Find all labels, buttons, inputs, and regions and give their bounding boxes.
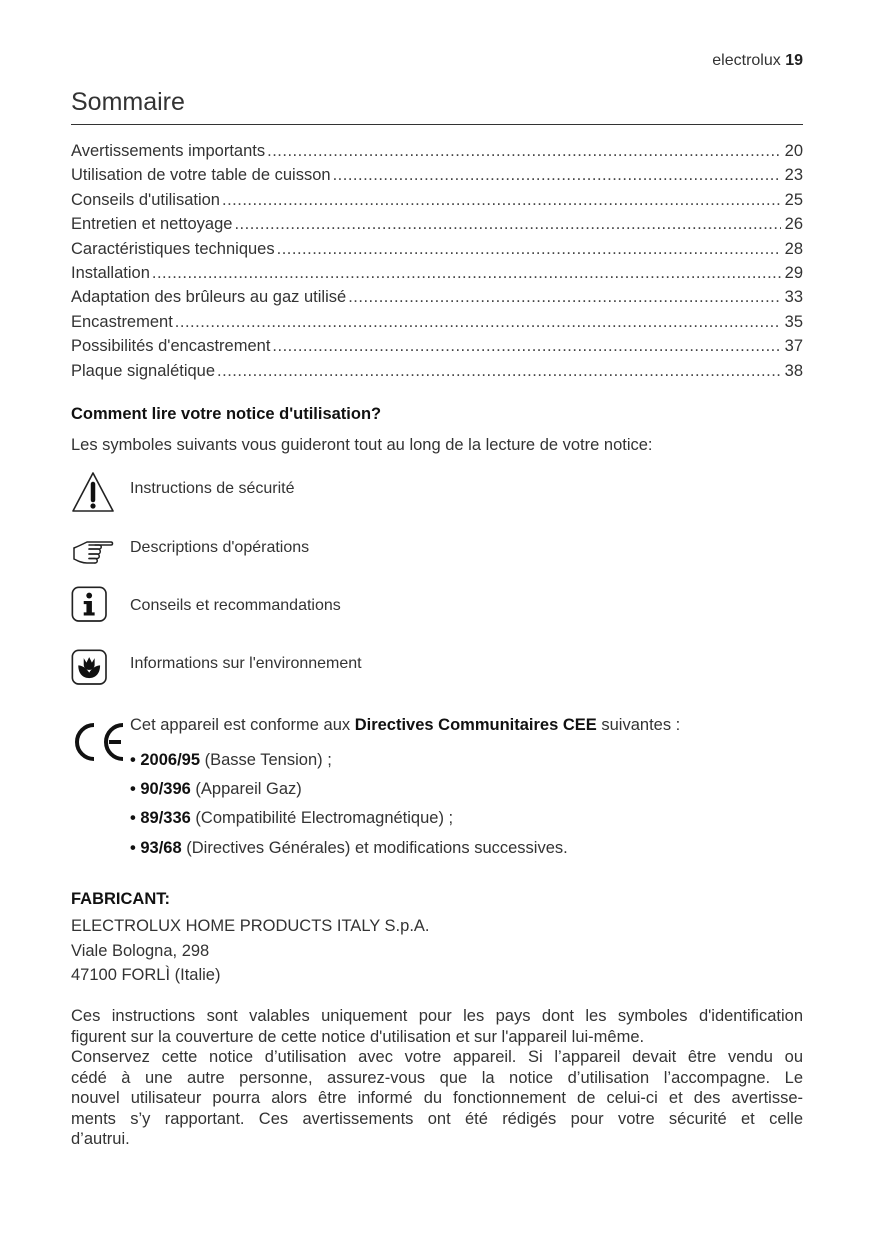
directive-desc: (Basse Tension) ; (200, 751, 332, 769)
directive-code: 2006/95 (140, 751, 201, 769)
symbol-row-operations (71, 533, 803, 583)
manufacturer-city: 47100 FORLÌ (Italie) (71, 966, 221, 984)
manufacturer-heading: FABRICANT: (71, 890, 170, 908)
toc-leader (175, 313, 781, 332)
toc-label: Possibilités d'encastrement (71, 337, 271, 356)
toc-page: 38 (784, 361, 803, 380)
toc-page: 29 (784, 263, 803, 282)
toc-leader (267, 142, 781, 161)
toc-page: 26 (784, 215, 803, 234)
ce-directive-item: • 2006/95 (Basse Tension) ; (130, 751, 332, 769)
ce-intro (130, 716, 680, 735)
toc-label: Adaptation des brûleurs au gaz utilisé (71, 288, 347, 307)
paragraph-line: d’autrui. (71, 1130, 130, 1148)
title-rule (71, 124, 803, 125)
manufacturer-name: ELECTROLUX HOME PRODUCTS ITALY S.p.A. (71, 917, 430, 935)
toc-entry[interactable] (71, 362, 803, 386)
toc-label: Utilisation de votre table de cuisson (71, 166, 331, 185)
directive-code: 93/68 (140, 839, 182, 857)
toc-entry[interactable] (71, 288, 803, 312)
toc-page: 20 (784, 142, 803, 160)
paragraph-line: ments s’y rapportant. Ces avertissements ont été rédigés pour votre sécurité et celle (71, 1109, 803, 1128)
toc-page: 37 (784, 337, 803, 356)
pointing-hand-icon (71, 536, 115, 566)
directive-code: 89/336 (140, 809, 191, 827)
paragraph-line: cédé à une autre personne, assurez-vous que la notice d’utilisation l’accompagne. Le (71, 1068, 803, 1087)
table-of-contents (71, 142, 803, 386)
directive-desc: (Directives Générales) et modifications successives. (181, 839, 568, 857)
toc-label: Plaque signalétique (71, 361, 216, 380)
brand-name: electrolux (712, 52, 781, 69)
symbol-row-advice (71, 586, 803, 636)
toc-leader (272, 337, 780, 356)
ce-directive-item: • 93/68 (Directives Générales) et modifications successives. (130, 839, 568, 857)
toc-page: 35 (784, 312, 803, 331)
toc-leader (333, 166, 781, 185)
toc-label: Avertissements importants (71, 142, 266, 160)
ce-directive-item: • 90/396 (Appareil Gaz) (130, 780, 302, 798)
toc-leader (234, 215, 780, 234)
toc-leader (152, 264, 781, 283)
warning-triangle-icon (71, 470, 115, 514)
toc-page: 28 (784, 239, 803, 258)
toc-label: Encastrement (71, 312, 173, 331)
toc-leader (277, 240, 781, 259)
ce-directive-item: • 89/336 (Compatibilité Electromagnétique) ; (130, 809, 454, 827)
ce-intro-text: Cet appareil est conforme aux (130, 716, 355, 734)
symbol-label: Informations sur l'environnement (130, 655, 362, 672)
symbol-label: Instructions de sécurité (130, 480, 295, 497)
symbol-row-environment (71, 649, 803, 699)
toc-entry[interactable] (71, 264, 803, 288)
toc-entry[interactable] (71, 215, 803, 239)
ce-intro-suffix: suivantes : (596, 716, 681, 734)
directive-code: 90/396 (140, 780, 191, 798)
toc-page: 23 (784, 166, 803, 185)
toc-entry[interactable] (71, 313, 803, 337)
toc-leader (217, 362, 781, 381)
toc-label: Installation (71, 263, 150, 282)
how-to-read-intro: Les symboles suivants vous guideront tout au long de la lecture de votre notice: (71, 436, 653, 454)
directive-desc: (Appareil Gaz) (190, 780, 302, 798)
ce-intro-directives: Directives Communitaires CEE (354, 716, 597, 734)
toc-label: Conseils d'utilisation (71, 190, 220, 209)
how-to-read-heading: Comment lire votre notice d'utilisation? (71, 405, 382, 423)
toc-page: 33 (784, 288, 803, 307)
toc-entry[interactable] (71, 240, 803, 264)
info-icon (71, 586, 111, 626)
symbol-row-safety (71, 470, 803, 520)
manufacturer-street: Viale Bologna, 298 (71, 942, 210, 960)
toc-entry[interactable] (71, 142, 803, 166)
running-header (712, 52, 803, 70)
toc-label: Entretien et nettoyage (71, 215, 233, 234)
keep-manual-paragraph (71, 1047, 803, 1150)
paragraph-line: nouvel utilisateur pourra alors être informé du fonctionnement de celui-ci et des avertisse- (71, 1089, 803, 1107)
page-number: 19 (785, 52, 803, 69)
symbol-label: Conseils et recommandations (130, 597, 341, 614)
page-title: Sommaire (71, 88, 185, 116)
toc-leader (222, 191, 781, 210)
toc-leader (348, 288, 780, 307)
validity-paragraph (71, 1006, 803, 1047)
toc-label: Caractéristiques techniques (71, 239, 275, 258)
environment-icon (71, 649, 111, 689)
toc-entry[interactable] (71, 191, 803, 215)
ce-mark-icon (71, 721, 127, 763)
directive-desc: (Compatibilité Electromagnétique) ; (190, 809, 454, 827)
paragraph-line: Conservez cette notice d’utilisation avec votre appareil. Si l’appareil devait être vendu ou (71, 1048, 803, 1066)
paragraph-line: Ces instructions sont valables uniquement pour les pays dont les symboles d'identification (71, 1007, 803, 1025)
toc-page: 25 (784, 190, 803, 209)
toc-entry[interactable] (71, 166, 803, 190)
symbol-label: Descriptions d'opérations (130, 539, 310, 556)
toc-entry[interactable] (71, 337, 803, 361)
paragraph-line: figurent sur la couverture de cette notice d'utilisation et sur l'appareil lui-même. (71, 1027, 645, 1046)
